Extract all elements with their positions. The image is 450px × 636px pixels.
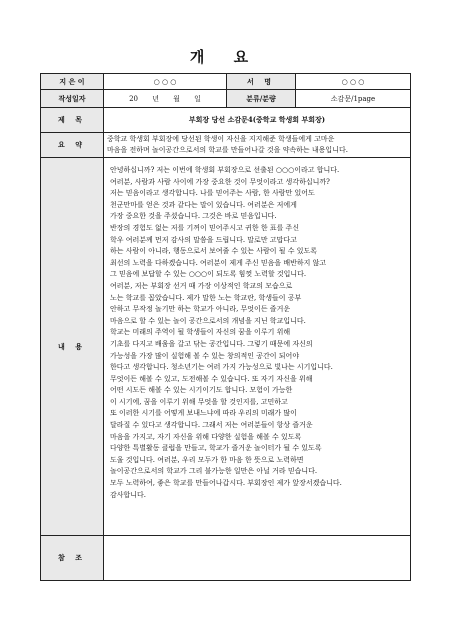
content-line: 가능성을 가장 많이 실험해 볼 수 있는 창의적인 공간이 되어야 bbox=[110, 351, 300, 360]
content-line: 천군만마를 얻은 것과 같다는 말이 있습니다. 여러분은 저에게 bbox=[110, 200, 297, 209]
content-line: 한다고 생각합니다. 청소년기는 여러 가지 가능성으로 빛나는 시기입니다. bbox=[110, 363, 333, 372]
content-line: 이 시기에, 꿈을 이루기 위해 무엇을 할 것인지를, 고민하고 bbox=[110, 397, 288, 406]
content-line: 그 믿음에 보답할 수 있는 ○○○이 되도록 힘껏 노력할 것입니다. bbox=[110, 270, 307, 279]
content-line: 다양한 특별활동 클럽을 만들고, 학교가 즐거운 놀이터가 될 수 있도록 bbox=[110, 444, 322, 453]
signature-value: ○ ○ ○ bbox=[296, 74, 411, 90]
reference-value bbox=[104, 536, 411, 581]
date-label: 작성일자 bbox=[41, 90, 104, 108]
content-label: 내 용 bbox=[41, 158, 104, 536]
content-line: 무엇이든 해볼 수 있고, 도전해볼 수 있습니다. 또 자기 자신을 위해 bbox=[110, 374, 313, 383]
content-line: 감사합니다. bbox=[110, 490, 147, 499]
content-line: 어떤 시도든 해볼 수 있는 시기이기도 합니다. 모험이 가능한 bbox=[110, 386, 293, 395]
content-line: 마음을 가지고, 자기 자신을 위해 다양한 실험을 해볼 수 있도록 bbox=[110, 432, 302, 441]
content-line: 저는 믿음이라고 생각합니다. 나를 믿어주는 사람, 한 사람만 있어도 bbox=[110, 189, 315, 198]
content-line: 하는 사람이 아니라, 행동으로서 보여줄 수 있는 사람이 될 수 있도록 bbox=[110, 247, 318, 256]
signature-label: 서 명 bbox=[227, 74, 296, 90]
author-value: ○ ○ ○ bbox=[104, 74, 227, 90]
content-line: 기초를 다지고 배움을 갈고 닦는 공간입니다. 그렇기 때문에 자신의 bbox=[110, 339, 313, 348]
content-line: 반장의 경험도 없는 저를 기꺼이 믿어주시고 귀한 한 표를 주신 bbox=[110, 223, 300, 232]
content-line: 학우 여러분께 먼저 감사의 말씀을 드립니다. 말로만 고맙다고 bbox=[110, 235, 297, 244]
content-line: 안하고 무작정 놀기만 하는 학교가 아니라, 무엇이든 즐거운 bbox=[110, 305, 291, 314]
summary-line: 마음을 전하며 놀이공간으로서의 학교를 만들어나갈 것을 약속하는 내용입니다. bbox=[107, 146, 348, 154]
category-label: 분류/분량 bbox=[227, 90, 296, 108]
content-line: 마음으로 할 수 있는 놀이 공간으로서의 개념을 지닌 학교입니다. bbox=[110, 316, 306, 325]
reference-label: 참 조 bbox=[41, 536, 104, 581]
content-line: 학교는 미래의 주역이 될 학생들이 자신의 꿈을 이루기 위해 bbox=[110, 328, 291, 337]
summary-line: 중학교 학생회 부회장에 당선된 학생이 자신을 지지해준 학생들에게 고마운 bbox=[107, 135, 335, 143]
content-line: 안녕하십니까? 저는 이번에 학생회 부회장으로 선출된 ○○○이라고 합니다. bbox=[110, 166, 340, 174]
content-line: 노는 학교를 꼽았습니다. 제가 말한 노는 학교란, 학생들이 공부 bbox=[110, 293, 302, 302]
document-title: 개 요 bbox=[189, 48, 261, 66]
date-value: 20 년 월 일 bbox=[104, 90, 227, 108]
content-line: 가장 중요한 것을 주셨습니다. 그것은 바로 믿음입니다. bbox=[110, 212, 277, 221]
content-line: 달라질 수 있다고 생각합니다. 그래서 저는 여러분들이 항상 즐거운 bbox=[110, 421, 313, 430]
content-line: 도울 것입니다. 여러분, 우리 모두가 한 마음 한 뜻으로 노력하면 bbox=[110, 455, 304, 464]
summary-label: 요 약 bbox=[41, 133, 104, 158]
content-line: 여러분, 사람과 사람 사이에 가장 중요한 것이 무엇이라고 생각하십니까? bbox=[110, 177, 330, 186]
subject-label: 제 목 bbox=[41, 108, 104, 133]
content-body bbox=[104, 158, 411, 536]
summary-text bbox=[104, 133, 411, 158]
summary-form-table bbox=[40, 73, 411, 581]
content-line: 놀이공간으로서의 학교가 그리 불가능한 일만은 아닐 거라 믿습니다. bbox=[110, 467, 318, 476]
content-line: 여러분, 저는 부회장 선거 때 가장 이상적인 학교의 모습으로 bbox=[110, 281, 293, 290]
category-value: 소감문/1page bbox=[296, 90, 411, 108]
content-line: 최선의 노력을 다하겠습니다. 여러분이 제게 주신 믿음을 배반하지 않고 bbox=[110, 258, 327, 267]
author-label: 지 은 이 bbox=[41, 74, 104, 90]
content-line: 또 이러한 시기를 어떻게 보내느냐에 따라 우리의 미래가 많이 bbox=[110, 409, 297, 418]
content-line: 모두 노력하여, 좋은 학교를 만들어나갑시다. 부회장인 제가 앞장서겠습니다. bbox=[110, 479, 342, 488]
subject-value: 부회장 당선 소감문4(중학교 학생회 부회장) bbox=[104, 108, 411, 133]
